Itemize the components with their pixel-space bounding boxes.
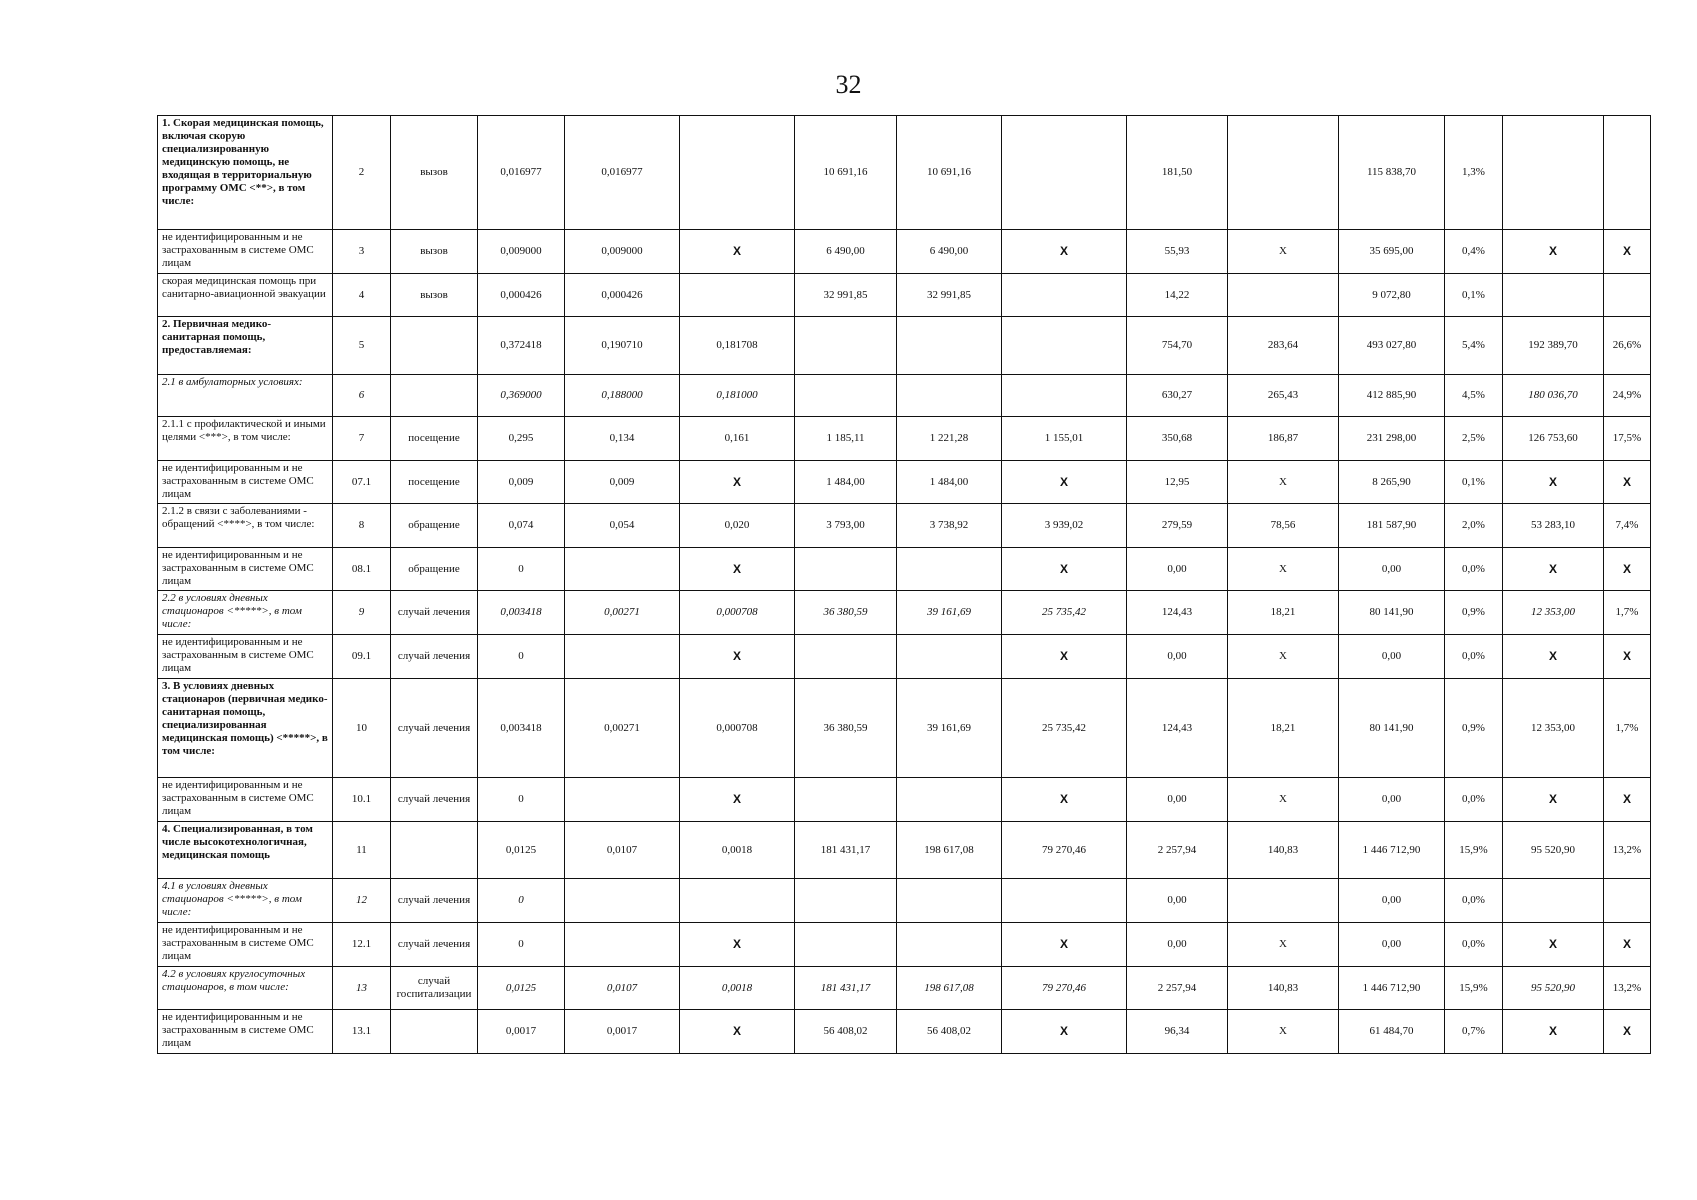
table-row — [158, 317, 1651, 375]
volume-total-cell: 0,016977 — [478, 116, 565, 230]
row-name-cell: 4.2 в условиях круглосуточных стационаров, в том числе: — [158, 967, 333, 1010]
funding-b-cell: X — [1228, 635, 1339, 679]
cost-col-a-cell: 39 161,69 — [897, 679, 1002, 778]
funding-total-cell: 1 446 712,90 — [1339, 967, 1445, 1010]
row-number-cell: 7 — [333, 417, 391, 461]
volume-col-b-cell: 0,0018 — [680, 967, 795, 1010]
cost-col-a-cell: 32 991,85 — [897, 274, 1002, 317]
table-row — [158, 417, 1651, 461]
funding-total-cell: 0,00 — [1339, 548, 1445, 591]
funding-extra-cell — [1503, 274, 1604, 317]
funding-b-cell: X — [1228, 548, 1339, 591]
volume-col-b-cell: X — [680, 230, 795, 274]
share-percent-cell: 0,0% — [1445, 879, 1503, 923]
cost-col-b-cell — [1002, 317, 1127, 375]
row-name-cell: 2. Первичная медико-санитарная помощь, предоставляемая: — [158, 317, 333, 375]
row-number-cell: 12 — [333, 879, 391, 923]
volume-col-a-cell: 0,009 — [565, 461, 680, 504]
funding-total-cell: 8 265,90 — [1339, 461, 1445, 504]
table-row — [158, 116, 1651, 230]
cost-col-a-cell — [897, 548, 1002, 591]
volume-col-b-cell: 0,0018 — [680, 822, 795, 879]
volume-col-a-cell: 0,054 — [565, 504, 680, 548]
funding-b-cell: 18,21 — [1228, 591, 1339, 635]
row-name-cell: не идентифицированным и не застрахованным в системе ОМС лицам — [158, 778, 333, 822]
volume-col-b-cell: 0,161 — [680, 417, 795, 461]
funding-a-cell: 96,34 — [1127, 1010, 1228, 1054]
cost-col-a-cell — [897, 879, 1002, 923]
share-percent-cell: 0,7% — [1445, 1010, 1503, 1054]
funding-b-cell: 186,87 — [1228, 417, 1339, 461]
cost-col-b-cell — [1002, 375, 1127, 417]
cost-col-a-cell — [897, 778, 1002, 822]
unit-cell: случай лечения — [391, 778, 478, 822]
row-name-cell: 1. Скорая медицинская помощь, включая скорую специализированную медицинскую помощь, не входящая в территориальную программу ОМС <**>, в том числе: — [158, 116, 333, 230]
funding-total-cell: 412 885,90 — [1339, 375, 1445, 417]
row-name-cell: не идентифицированным и не застрахованным в системе ОМС лицам — [158, 635, 333, 679]
funding-extra-cell: X — [1503, 923, 1604, 967]
funding-b-cell: 18,21 — [1228, 679, 1339, 778]
funding-b-cell — [1228, 879, 1339, 923]
funding-total-cell: 80 141,90 — [1339, 591, 1445, 635]
share-percent-cell: 0,9% — [1445, 591, 1503, 635]
table-row — [158, 375, 1651, 417]
funding-a-cell: 0,00 — [1127, 923, 1228, 967]
volume-total-cell: 0 — [478, 548, 565, 591]
unit-cell: посещение — [391, 417, 478, 461]
cost-col-a-cell: 198 617,08 — [897, 822, 1002, 879]
unit-cell: случай госпитализации — [391, 967, 478, 1010]
unit-cell: случай лечения — [391, 879, 478, 923]
share-percent-cell: 4,5% — [1445, 375, 1503, 417]
funding-extra-cell: X — [1503, 1010, 1604, 1054]
cost-total-cell: 3 793,00 — [795, 504, 897, 548]
table-row — [158, 1010, 1651, 1054]
row-name-cell: не идентифицированным и не застрахованным в системе ОМС лицам — [158, 923, 333, 967]
funding-extra-cell: 12 353,00 — [1503, 591, 1604, 635]
cost-col-b-cell: X — [1002, 548, 1127, 591]
volume-col-b-cell: 0,181708 — [680, 317, 795, 375]
cost-col-b-cell: 79 270,46 — [1002, 967, 1127, 1010]
share-extra-cell: 13,2% — [1604, 967, 1651, 1010]
table-row — [158, 635, 1651, 679]
funding-a-cell: 0,00 — [1127, 635, 1228, 679]
unit-cell — [391, 317, 478, 375]
unit-cell — [391, 375, 478, 417]
funding-a-cell: 350,68 — [1127, 417, 1228, 461]
funding-extra-cell: 180 036,70 — [1503, 375, 1604, 417]
funding-total-cell: 61 484,70 — [1339, 1010, 1445, 1054]
volume-total-cell: 0,0017 — [478, 1010, 565, 1054]
row-name-cell: 4.1 в условиях дневных стационаров <*****>, в том числе: — [158, 879, 333, 923]
cost-col-a-cell — [897, 317, 1002, 375]
table-row — [158, 548, 1651, 591]
row-number-cell: 8 — [333, 504, 391, 548]
table-row — [158, 879, 1651, 923]
cost-total-cell: 32 991,85 — [795, 274, 897, 317]
share-extra-cell: 7,4% — [1604, 504, 1651, 548]
volume-col-a-cell: 0,190710 — [565, 317, 680, 375]
table-row — [158, 274, 1651, 317]
unit-cell: обращение — [391, 548, 478, 591]
funding-a-cell: 2 257,94 — [1127, 822, 1228, 879]
row-number-cell: 13 — [333, 967, 391, 1010]
share-percent-cell: 0,0% — [1445, 923, 1503, 967]
table-row — [158, 591, 1651, 635]
share-extra-cell: 24,9% — [1604, 375, 1651, 417]
unit-cell: вызов — [391, 230, 478, 274]
share-extra-cell: 26,6% — [1604, 317, 1651, 375]
funding-b-cell: X — [1228, 1010, 1339, 1054]
cost-total-cell — [795, 635, 897, 679]
unit-cell: вызов — [391, 274, 478, 317]
unit-cell: вызов — [391, 116, 478, 230]
row-name-cell: скорая медицинская помощь при санитарно-авиационной эвакуации — [158, 274, 333, 317]
share-percent-cell: 0,4% — [1445, 230, 1503, 274]
row-name-cell: не идентифицированным и не застрахованным в системе ОМС лицам — [158, 1010, 333, 1054]
cost-total-cell: 56 408,02 — [795, 1010, 897, 1054]
share-percent-cell: 15,9% — [1445, 822, 1503, 879]
funding-a-cell: 630,27 — [1127, 375, 1228, 417]
cost-col-a-cell — [897, 923, 1002, 967]
cost-col-b-cell: X — [1002, 1010, 1127, 1054]
cost-col-b-cell: 25 735,42 — [1002, 679, 1127, 778]
cost-col-a-cell: 1 484,00 — [897, 461, 1002, 504]
volume-total-cell: 0,003418 — [478, 679, 565, 778]
share-percent-cell: 2,0% — [1445, 504, 1503, 548]
funding-b-cell: 283,64 — [1228, 317, 1339, 375]
volume-total-cell: 0,009 — [478, 461, 565, 504]
share-percent-cell: 0,1% — [1445, 274, 1503, 317]
volume-col-b-cell: X — [680, 635, 795, 679]
funding-a-cell: 14,22 — [1127, 274, 1228, 317]
volume-col-b-cell: X — [680, 923, 795, 967]
unit-cell: случай лечения — [391, 923, 478, 967]
cost-col-b-cell — [1002, 879, 1127, 923]
funding-extra-cell — [1503, 116, 1604, 230]
volume-col-b-cell — [680, 116, 795, 230]
share-extra-cell: X — [1604, 923, 1651, 967]
cost-col-b-cell: X — [1002, 461, 1127, 504]
cost-total-cell: 36 380,59 — [795, 591, 897, 635]
funding-extra-cell: 53 283,10 — [1503, 504, 1604, 548]
row-name-cell: 4. Специализированная, в том числе высокотехнологичная, медицинская помощь — [158, 822, 333, 879]
volume-col-a-cell: 0,00271 — [565, 679, 680, 778]
cost-col-b-cell: 25 735,42 — [1002, 591, 1127, 635]
funding-total-cell: 0,00 — [1339, 879, 1445, 923]
unit-cell: случай лечения — [391, 591, 478, 635]
row-number-cell: 12.1 — [333, 923, 391, 967]
funding-extra-cell: 95 520,90 — [1503, 967, 1604, 1010]
table-row — [158, 230, 1651, 274]
funding-b-cell: 78,56 — [1228, 504, 1339, 548]
share-extra-cell: 13,2% — [1604, 822, 1651, 879]
row-name-cell: 2.1 в амбулаторных условиях: — [158, 375, 333, 417]
volume-total-cell: 0,000426 — [478, 274, 565, 317]
cost-total-cell: 1 185,11 — [795, 417, 897, 461]
unit-cell — [391, 1010, 478, 1054]
funding-extra-cell: X — [1503, 778, 1604, 822]
funding-b-cell: X — [1228, 778, 1339, 822]
share-percent-cell: 1,3% — [1445, 116, 1503, 230]
volume-total-cell: 0 — [478, 879, 565, 923]
cost-total-cell: 181 431,17 — [795, 822, 897, 879]
row-number-cell: 11 — [333, 822, 391, 879]
funding-total-cell: 181 587,90 — [1339, 504, 1445, 548]
volume-total-cell: 0,0125 — [478, 822, 565, 879]
volume-col-b-cell: 0,000708 — [680, 591, 795, 635]
cost-col-a-cell — [897, 635, 1002, 679]
cost-col-a-cell: 56 408,02 — [897, 1010, 1002, 1054]
funding-total-cell: 1 446 712,90 — [1339, 822, 1445, 879]
share-extra-cell: X — [1604, 461, 1651, 504]
volume-col-a-cell: 0,0107 — [565, 967, 680, 1010]
volume-col-a-cell: 0,188000 — [565, 375, 680, 417]
table-row — [158, 504, 1651, 548]
cost-total-cell: 10 691,16 — [795, 116, 897, 230]
funding-extra-cell: X — [1503, 635, 1604, 679]
funding-a-cell: 279,59 — [1127, 504, 1228, 548]
cost-col-a-cell: 198 617,08 — [897, 967, 1002, 1010]
share-percent-cell: 15,9% — [1445, 967, 1503, 1010]
row-name-cell: 2.2 в условиях дневных стационаров <*****>, в том числе: — [158, 591, 333, 635]
funding-total-cell: 115 838,70 — [1339, 116, 1445, 230]
cost-total-cell: 6 490,00 — [795, 230, 897, 274]
share-percent-cell: 0,1% — [1445, 461, 1503, 504]
funding-total-cell: 80 141,90 — [1339, 679, 1445, 778]
row-name-cell: 2.1.2 в связи с заболеваниями - обращений <****>, в том числе: — [158, 504, 333, 548]
funding-b-cell — [1228, 116, 1339, 230]
share-extra-cell: 1,7% — [1604, 591, 1651, 635]
table-row — [158, 679, 1651, 778]
funding-a-cell: 124,43 — [1127, 679, 1228, 778]
volume-total-cell: 0,295 — [478, 417, 565, 461]
cost-col-b-cell: 3 939,02 — [1002, 504, 1127, 548]
table-row — [158, 822, 1651, 879]
unit-cell: случай лечения — [391, 635, 478, 679]
row-number-cell: 09.1 — [333, 635, 391, 679]
cost-col-b-cell — [1002, 116, 1127, 230]
volume-col-a-cell — [565, 879, 680, 923]
cost-col-b-cell: X — [1002, 635, 1127, 679]
volume-col-b-cell: 0,020 — [680, 504, 795, 548]
funding-total-cell: 0,00 — [1339, 635, 1445, 679]
funding-a-cell: 0,00 — [1127, 879, 1228, 923]
volume-col-a-cell — [565, 923, 680, 967]
volume-col-a-cell: 0,134 — [565, 417, 680, 461]
share-extra-cell: 1,7% — [1604, 679, 1651, 778]
row-number-cell: 4 — [333, 274, 391, 317]
cost-col-b-cell: X — [1002, 230, 1127, 274]
row-number-cell: 10.1 — [333, 778, 391, 822]
page-number: 32 — [835, 70, 862, 99]
unit-cell — [391, 822, 478, 879]
funding-table — [157, 115, 1651, 1054]
table-row — [158, 967, 1651, 1010]
volume-col-a-cell — [565, 778, 680, 822]
share-extra-cell — [1604, 116, 1651, 230]
share-percent-cell: 5,4% — [1445, 317, 1503, 375]
funding-extra-cell: X — [1503, 548, 1604, 591]
table-row — [158, 461, 1651, 504]
volume-col-b-cell: X — [680, 778, 795, 822]
cost-col-b-cell: X — [1002, 778, 1127, 822]
funding-total-cell: 493 027,80 — [1339, 317, 1445, 375]
volume-col-a-cell: 0,000426 — [565, 274, 680, 317]
share-percent-cell: 0,0% — [1445, 548, 1503, 591]
share-extra-cell: X — [1604, 230, 1651, 274]
volume-col-b-cell: X — [680, 1010, 795, 1054]
unit-cell: случай лечения — [391, 679, 478, 778]
cost-col-b-cell: 1 155,01 — [1002, 417, 1127, 461]
cost-total-cell — [795, 317, 897, 375]
funding-b-cell: X — [1228, 461, 1339, 504]
volume-col-b-cell: X — [680, 548, 795, 591]
funding-b-cell: X — [1228, 230, 1339, 274]
cost-col-a-cell: 39 161,69 — [897, 591, 1002, 635]
funding-b-cell: X — [1228, 923, 1339, 967]
funding-extra-cell: 126 753,60 — [1503, 417, 1604, 461]
funding-total-cell: 0,00 — [1339, 923, 1445, 967]
funding-a-cell: 181,50 — [1127, 116, 1228, 230]
funding-b-cell: 140,83 — [1228, 967, 1339, 1010]
funding-a-cell: 124,43 — [1127, 591, 1228, 635]
funding-extra-cell: X — [1503, 461, 1604, 504]
share-percent-cell: 2,5% — [1445, 417, 1503, 461]
volume-col-b-cell — [680, 879, 795, 923]
share-percent-cell: 0,9% — [1445, 679, 1503, 778]
volume-total-cell: 0,369000 — [478, 375, 565, 417]
volume-col-a-cell: 0,0107 — [565, 822, 680, 879]
volume-total-cell: 0 — [478, 923, 565, 967]
share-extra-cell: X — [1604, 1010, 1651, 1054]
volume-col-b-cell: X — [680, 461, 795, 504]
funding-b-cell — [1228, 274, 1339, 317]
share-percent-cell: 0,0% — [1445, 778, 1503, 822]
row-name-cell: 3. В условиях дневных стационаров (первичная медико-санитарная помощь, специализированная медицинская помощь) <*****>, в том числе: — [158, 679, 333, 778]
funding-extra-cell: X — [1503, 230, 1604, 274]
cost-total-cell — [795, 375, 897, 417]
volume-col-b-cell: 0,181000 — [680, 375, 795, 417]
row-number-cell: 6 — [333, 375, 391, 417]
funding-a-cell: 0,00 — [1127, 548, 1228, 591]
funding-extra-cell: 192 389,70 — [1503, 317, 1604, 375]
share-extra-cell: X — [1604, 548, 1651, 591]
row-name-cell: 2.1.1 с профилактической и иными целями <***>, в том числе: — [158, 417, 333, 461]
volume-col-a-cell: 0,00271 — [565, 591, 680, 635]
row-number-cell: 08.1 — [333, 548, 391, 591]
row-number-cell: 10 — [333, 679, 391, 778]
row-name-cell: не идентифицированным и не застрахованным в системе ОМС лицам — [158, 230, 333, 274]
cost-total-cell: 181 431,17 — [795, 967, 897, 1010]
volume-total-cell: 0 — [478, 635, 565, 679]
volume-total-cell: 0 — [478, 778, 565, 822]
volume-col-a-cell: 0,0017 — [565, 1010, 680, 1054]
funding-total-cell: 9 072,80 — [1339, 274, 1445, 317]
row-number-cell: 9 — [333, 591, 391, 635]
cost-total-cell: 1 484,00 — [795, 461, 897, 504]
share-extra-cell — [1604, 274, 1651, 317]
cost-col-b-cell — [1002, 274, 1127, 317]
funding-total-cell: 231 298,00 — [1339, 417, 1445, 461]
cost-col-a-cell: 3 738,92 — [897, 504, 1002, 548]
volume-col-a-cell: 0,009000 — [565, 230, 680, 274]
row-number-cell: 13.1 — [333, 1010, 391, 1054]
share-extra-cell — [1604, 879, 1651, 923]
volume-col-a-cell — [565, 548, 680, 591]
volume-col-a-cell: 0,016977 — [565, 116, 680, 230]
table-row — [158, 923, 1651, 967]
share-percent-cell: 0,0% — [1445, 635, 1503, 679]
cost-total-cell: 36 380,59 — [795, 679, 897, 778]
unit-cell: посещение — [391, 461, 478, 504]
cost-col-b-cell: 79 270,46 — [1002, 822, 1127, 879]
cost-col-a-cell: 1 221,28 — [897, 417, 1002, 461]
cost-total-cell — [795, 923, 897, 967]
funding-a-cell: 0,00 — [1127, 778, 1228, 822]
volume-total-cell: 0,003418 — [478, 591, 565, 635]
funding-total-cell: 35 695,00 — [1339, 230, 1445, 274]
funding-extra-cell: 12 353,00 — [1503, 679, 1604, 778]
row-number-cell: 2 — [333, 116, 391, 230]
funding-total-cell: 0,00 — [1339, 778, 1445, 822]
volume-total-cell: 0,074 — [478, 504, 565, 548]
row-number-cell: 5 — [333, 317, 391, 375]
funding-b-cell: 265,43 — [1228, 375, 1339, 417]
row-number-cell: 3 — [333, 230, 391, 274]
row-number-cell: 07.1 — [333, 461, 391, 504]
cost-total-cell — [795, 778, 897, 822]
cost-col-b-cell: X — [1002, 923, 1127, 967]
row-name-cell: не идентифицированным и не застрахованным в системе ОМС лицам — [158, 548, 333, 591]
funding-extra-cell — [1503, 879, 1604, 923]
unit-cell: обращение — [391, 504, 478, 548]
cost-total-cell — [795, 548, 897, 591]
row-name-cell: не идентифицированным и не застрахованным в системе ОМС лицам — [158, 461, 333, 504]
funding-a-cell: 2 257,94 — [1127, 967, 1228, 1010]
funding-extra-cell: 95 520,90 — [1503, 822, 1604, 879]
cost-col-a-cell: 10 691,16 — [897, 116, 1002, 230]
table-row — [158, 778, 1651, 822]
cost-col-a-cell — [897, 375, 1002, 417]
share-extra-cell: 17,5% — [1604, 417, 1651, 461]
cost-col-a-cell: 6 490,00 — [897, 230, 1002, 274]
volume-col-b-cell — [680, 274, 795, 317]
funding-b-cell: 140,83 — [1228, 822, 1339, 879]
funding-a-cell: 55,93 — [1127, 230, 1228, 274]
volume-total-cell: 0,0125 — [478, 967, 565, 1010]
volume-total-cell: 0,009000 — [478, 230, 565, 274]
funding-a-cell: 754,70 — [1127, 317, 1228, 375]
cost-total-cell — [795, 879, 897, 923]
volume-col-b-cell: 0,000708 — [680, 679, 795, 778]
volume-total-cell: 0,372418 — [478, 317, 565, 375]
volume-col-a-cell — [565, 635, 680, 679]
share-extra-cell: X — [1604, 635, 1651, 679]
share-extra-cell: X — [1604, 778, 1651, 822]
funding-a-cell: 12,95 — [1127, 461, 1228, 504]
